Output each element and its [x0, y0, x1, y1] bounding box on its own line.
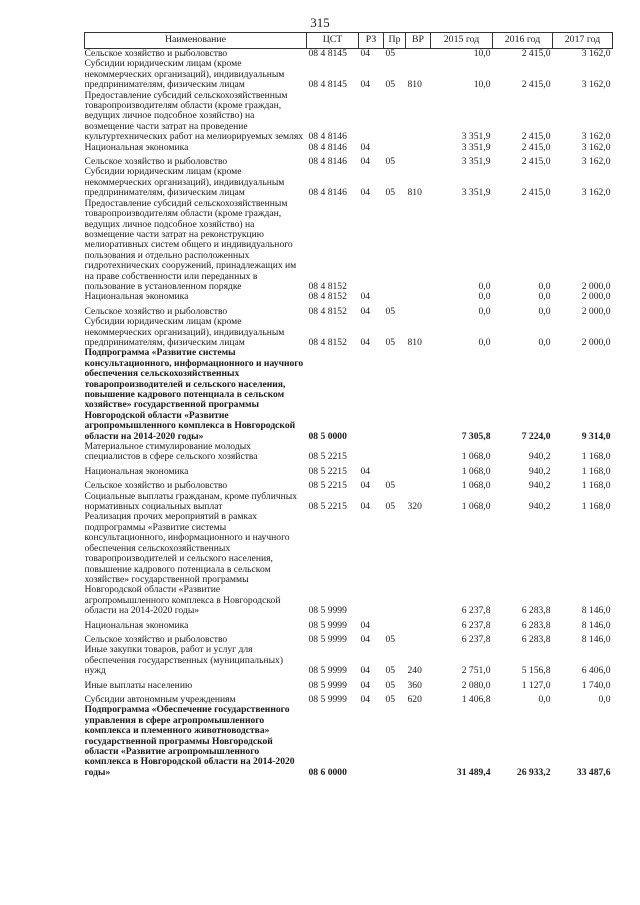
cell-pr — [384, 617, 406, 631]
cell-pr: 05 — [385, 79, 396, 91]
cell-2017: 33 487,6 — [576, 766, 611, 778]
cell-vr — [406, 199, 431, 293]
cell-pr — [384, 91, 406, 143]
cell-pr: 05 — [385, 187, 396, 199]
cell-2015: 1 406,8 — [461, 693, 491, 705]
cell-vr: 620 — [407, 693, 422, 705]
cell-vr: 360 — [407, 679, 422, 691]
cell-2017: 2 000,0 — [581, 336, 611, 348]
cell-pr — [384, 348, 406, 442]
cell-vr — [406, 463, 431, 477]
table-row — [85, 631, 613, 645]
cell-pr — [384, 463, 406, 477]
cell-name: Национальная экономика — [84, 292, 189, 303]
cell-2015: 10,0 — [473, 48, 491, 59]
cell-2015: 0,0 — [478, 280, 491, 292]
cell-2016: 6 283,8 — [521, 633, 551, 645]
cell-cst: 08 5 9999 — [308, 633, 347, 645]
cell-pr — [384, 143, 406, 153]
cell-2017: 2 000,0 — [581, 292, 611, 303]
cell-vr: 240 — [407, 665, 422, 677]
cell-name: Субсидии юридическим лицам (кроме некоммерческих организаций), индивидуальным предпринимателям, физическим лицам — [84, 59, 285, 91]
cell-2016: 7 224,0 — [521, 430, 551, 442]
cell-2017: 1 740,0 — [581, 679, 611, 691]
cell-2016: 2 415,0 — [521, 156, 551, 168]
table-row — [85, 677, 613, 691]
table-row — [85, 292, 613, 302]
cell-2015: 6 237,8 — [461, 605, 491, 617]
header-cst: ЦСТ — [307, 33, 359, 49]
cell-vr — [406, 303, 431, 317]
cell-pr: 05 — [385, 633, 396, 645]
cell-2015: 3 351,9 — [461, 131, 491, 143]
cell-rz: 04 — [360, 79, 371, 91]
cell-name: Национальная экономика — [84, 142, 189, 153]
cell-2015: 1 068,0 — [461, 451, 491, 463]
cell-cst: 08 4 8152 — [308, 305, 347, 317]
cell-2015: 0,0 — [478, 292, 491, 303]
header-2017: 2017 год — [553, 33, 613, 49]
cell-2017: 8 146,0 — [581, 619, 611, 631]
cell-pr — [384, 442, 406, 463]
cell-name: Предоставление субсидий сельскохозяйственным товаропроизводителям области (кроме граждан, ведущих личное подсобное хозяйство) на возмещение части затрат на проведение культуртехнических работ на мелиорируемых землях — [84, 90, 304, 143]
cell-pr: 05 — [385, 336, 396, 348]
cell-rz: 04 — [360, 665, 371, 677]
cell-2016: 2 415,0 — [521, 187, 551, 199]
cell-name: Субсидии юридическим лицам (кроме некоммерческих организаций), индивидуальным предпринимателям, физическим лицам — [84, 167, 285, 199]
table-row — [85, 143, 613, 153]
cell-name: Иные выплаты населению — [84, 679, 193, 691]
cell-name: Подпрограмма «Развитие системы консультационного, информационного и научного обеспечения сельскохозяйственных товаропроизводителей и сельского населения, повышение кадрового потенциала в сельском хозяйстве» государственной программы Новгородской области «Развитие агропромышленного комплекса в Новгородской области на 2014-2020 годы» — [84, 348, 304, 442]
cell-2015: 6 237,8 — [461, 633, 491, 645]
cell-2016: 6 283,8 — [521, 605, 551, 617]
cell-2017: 6 406,0 — [581, 665, 611, 677]
cell-2015: 6 237,8 — [461, 619, 491, 631]
cell-name: Национальная экономика — [84, 465, 189, 477]
cell-cst: 08 5 2215 — [308, 501, 347, 513]
header-pr: Пр — [384, 33, 406, 49]
cell-2016: 6 283,8 — [521, 619, 551, 631]
cell-2015: 10,0 — [473, 79, 491, 91]
table-row — [85, 617, 613, 631]
cell-name: Подпрограмма «Обеспечение государственного управления в сфере агропромышленного комплекса и племенного животноводства» государственной программы Новгородской области «Развитие агропромышленного комплекса в Новгородской области на 2014-2020 годы» — [84, 705, 295, 778]
header-name: Наименование — [85, 33, 307, 49]
cell-cst: 08 5 9999 — [308, 679, 347, 691]
cell-2015: 0,0 — [478, 336, 491, 348]
cell-2017: 3 162,0 — [581, 48, 611, 59]
cell-2016: 940,2 — [528, 451, 551, 463]
table-row — [85, 91, 613, 143]
cell-rz: 04 — [360, 142, 371, 153]
cell-2015: 1 068,0 — [461, 501, 491, 513]
cell-rz: 04 — [360, 501, 371, 513]
cell-2016: 0,0 — [538, 693, 551, 705]
cell-name: Сельское хозяйство и рыболовство — [84, 48, 228, 59]
cell-name: Субсидии юридическим лицам (кроме некоммерческих организаций), индивидуальным предпринимателям, физическим лицам — [84, 317, 285, 348]
cell-name: Социальные выплаты гражданам, кроме публичных нормативных социальных выплат — [84, 491, 298, 513]
cell-cst: 08 5 9999 — [308, 665, 347, 677]
cell-2016: 940,2 — [528, 501, 551, 513]
cell-rz — [359, 512, 384, 616]
cell-name: Предоставление субсидий сельскохозяйственным товаропроизводителям области (кроме граждан, ведущих личное подсобное хозяйство) на возмещение части затрат на реконструкцию мелиоративных систем общего и индивидуального пользования и отдельно расположенных гидротехнических сооружений, принадлежащих им на праве собственности или переданных в пользование в установленном порядке — [84, 198, 297, 292]
cell-pr — [384, 705, 406, 778]
cell-pr: 05 — [385, 156, 396, 168]
cell-rz: 04 — [360, 292, 371, 303]
cell-rz: 04 — [360, 48, 371, 59]
cell-name: Субсидии автономным учреждениям — [84, 693, 236, 705]
cell-2017: 1 168,0 — [581, 480, 611, 492]
cell-2016: 2 415,0 — [521, 142, 551, 153]
cell-vr — [406, 617, 431, 631]
cell-vr — [406, 348, 431, 442]
cell-2015: 3 351,9 — [461, 142, 491, 153]
cell-rz — [359, 348, 384, 442]
cell-2015: 2 751,0 — [461, 665, 491, 677]
cell-cst: 08 6 0000 — [308, 766, 347, 778]
table-row — [85, 705, 613, 778]
header-rz: РЗ — [359, 33, 384, 49]
cell-2016: 940,2 — [528, 480, 551, 492]
table-row — [85, 348, 613, 442]
cell-pr — [384, 199, 406, 293]
cell-pr — [384, 292, 406, 302]
cell-2016: 2 415,0 — [521, 79, 551, 91]
cell-vr: 810 — [407, 336, 422, 348]
cell-cst: 08 5 0000 — [308, 430, 347, 442]
cell-2017: 3 162,0 — [581, 79, 611, 91]
table-row — [85, 463, 613, 477]
cell-2016: 0,0 — [538, 336, 551, 348]
cell-rz: 04 — [360, 187, 371, 199]
cell-2016: 2 415,0 — [521, 48, 551, 59]
cell-vr — [406, 442, 431, 463]
cell-2015: 1 068,0 — [461, 480, 491, 492]
cell-2017: 0,0 — [598, 693, 611, 705]
cell-2015: 3 351,9 — [461, 156, 491, 168]
cell-cst: 08 5 9999 — [308, 605, 347, 617]
cell-cst: 08 5 9999 — [308, 693, 347, 705]
cell-2017: 2 000,0 — [581, 305, 611, 317]
cell-rz: 04 — [360, 679, 371, 691]
cell-2017: 3 162,0 — [581, 156, 611, 168]
cell-cst: 08 4 8152 — [308, 336, 347, 348]
cell-pr: 05 — [385, 665, 396, 677]
cell-2015: 7 305,8 — [461, 430, 491, 442]
cell-pr: 05 — [385, 48, 396, 59]
table-row — [85, 492, 613, 513]
cell-rz: 04 — [360, 305, 371, 317]
cell-rz — [359, 705, 384, 778]
budget-table-body — [85, 49, 613, 779]
cell-2016: 26 933,2 — [516, 766, 551, 778]
cell-vr — [406, 49, 431, 60]
table-row — [85, 303, 613, 317]
cell-2017: 3 162,0 — [581, 187, 611, 199]
cell-cst: 08 5 2215 — [308, 480, 347, 492]
cell-rz — [359, 442, 384, 463]
cell-rz: 04 — [360, 336, 371, 348]
cell-rz — [359, 199, 384, 293]
cell-2015: 2 080,0 — [461, 679, 491, 691]
cell-2017: 3 162,0 — [581, 131, 611, 143]
cell-name: Материальное стимулирование молодых специалистов в сфере сельского хозяйства — [84, 442, 258, 463]
table-row — [85, 153, 613, 167]
table-row — [85, 167, 613, 198]
cell-vr — [406, 477, 431, 491]
table-row — [85, 691, 613, 705]
cell-rz: 04 — [360, 465, 371, 477]
cell-2016: 0,0 — [538, 292, 551, 303]
cell-cst: 08 4 8146 — [308, 156, 347, 168]
cell-2016: 0,0 — [538, 280, 551, 292]
cell-2015: 1 068,0 — [461, 465, 491, 477]
cell-2015: 31 489,4 — [456, 766, 491, 778]
header-vr: ВР — [406, 33, 431, 49]
table-row — [85, 317, 613, 348]
cell-cst: 08 4 8145 — [308, 79, 347, 91]
cell-rz: 04 — [360, 693, 371, 705]
table-header-row — [85, 33, 613, 49]
cell-rz: 04 — [360, 619, 371, 631]
cell-2017: 8 146,0 — [581, 605, 611, 617]
table-row — [85, 442, 613, 463]
cell-name: Сельское хозяйство и рыболовство — [84, 156, 228, 168]
cell-vr: 810 — [407, 79, 422, 91]
cell-2016: 1 127,0 — [521, 679, 551, 691]
cell-2017: 1 168,0 — [581, 465, 611, 477]
cell-2016: 0,0 — [538, 305, 551, 317]
cell-vr — [406, 292, 431, 302]
page-number: 315 — [310, 15, 330, 30]
cell-pr — [384, 512, 406, 616]
table-row — [85, 49, 613, 60]
cell-2016: 5 156,8 — [521, 665, 551, 677]
cell-2017: 2 000,0 — [581, 280, 611, 292]
table-row — [85, 512, 613, 616]
cell-name: Иные закупки товаров, работ и услуг для обеспечения государственных (муниципальных) нужд — [84, 645, 284, 677]
cell-vr — [406, 631, 431, 645]
cell-pr: 05 — [385, 501, 396, 513]
cell-vr — [406, 153, 431, 167]
cell-2016: 2 415,0 — [521, 131, 551, 143]
cell-pr: 05 — [385, 679, 396, 691]
cell-rz: 04 — [360, 633, 371, 645]
budget-table — [84, 32, 613, 778]
cell-cst: 08 4 8146 — [308, 142, 347, 153]
cell-name: Национальная экономика — [84, 619, 189, 631]
cell-2017: 9 314,0 — [581, 430, 611, 442]
cell-2017: 1 168,0 — [581, 451, 611, 463]
cell-2017: 8 146,0 — [581, 633, 611, 645]
cell-cst: 08 5 2215 — [308, 465, 347, 477]
cell-cst: 08 4 8152 — [308, 292, 347, 303]
cell-rz: 04 — [360, 156, 371, 168]
cell-2017: 1 168,0 — [581, 501, 611, 513]
cell-name: Сельское хозяйство и рыболовство — [84, 633, 228, 645]
cell-cst: 08 4 8152 — [308, 280, 347, 292]
cell-rz — [359, 91, 384, 143]
cell-vr — [406, 91, 431, 143]
cell-rz: 04 — [360, 480, 371, 492]
cell-vr — [406, 143, 431, 153]
table-row — [85, 645, 613, 676]
cell-cst: 08 4 8145 — [308, 48, 347, 59]
cell-vr — [406, 512, 431, 616]
table-row — [85, 477, 613, 491]
cell-vr: 810 — [407, 187, 422, 199]
header-2015: 2015 год — [431, 33, 493, 49]
cell-vr: 320 — [407, 501, 422, 513]
header-2016: 2016 год — [493, 33, 553, 49]
table-row — [85, 59, 613, 90]
cell-2015: 0,0 — [478, 305, 491, 317]
cell-vr — [406, 705, 431, 778]
cell-cst: 08 4 8146 — [308, 131, 347, 143]
cell-cst: 08 5 2215 — [308, 451, 347, 463]
cell-name: Сельское хозяйство и рыболовство — [84, 480, 228, 492]
table-row — [85, 199, 613, 293]
cell-name: Сельское хозяйство и рыболовство — [84, 305, 228, 317]
cell-2016: 940,2 — [528, 465, 551, 477]
cell-cst: 08 4 8146 — [308, 187, 347, 199]
cell-pr: 05 — [385, 693, 396, 705]
cell-2015: 3 351,9 — [461, 187, 491, 199]
cell-cst: 08 5 9999 — [308, 619, 347, 631]
cell-2017: 3 162,0 — [581, 142, 611, 153]
cell-name: Реализация прочих мероприятий в рамках подпрограммы «Развитие системы консультационного, информационного и научного обеспечения сельскохозяйственных товаропроизводителей и сельского населения, повышение кадрового потенциала в сельском хозяйстве» государственной программы Новгородской области «Развитие агропромышленного комплекса в Новгородской области на 2014-2020 годы» — [84, 512, 290, 617]
cell-pr: 05 — [385, 480, 396, 492]
cell-pr: 05 — [385, 305, 396, 317]
